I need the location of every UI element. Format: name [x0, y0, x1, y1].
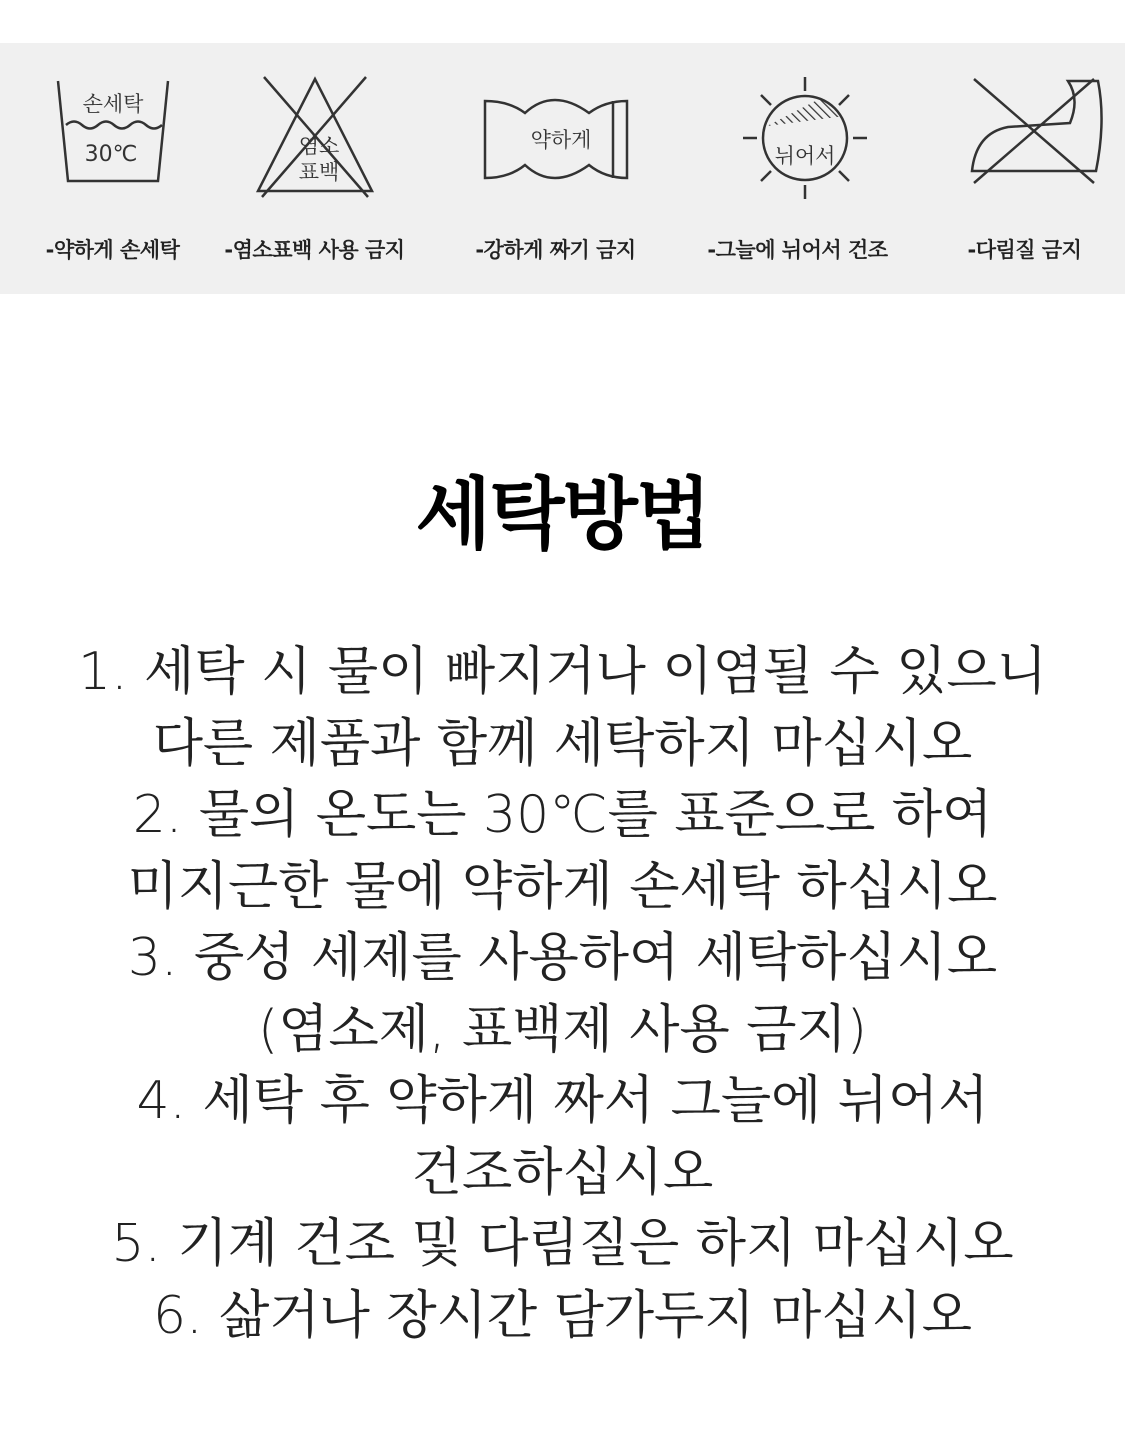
instruction-line: (염소제, 표백제 사용 금지) [257, 999, 867, 1060]
instruction-line: 5. 기계 건조 및 다림질은 하지 마십시오 [111, 1214, 1014, 1274]
care-caption: -염소표백 사용 금지 [224, 238, 405, 262]
instruction-line: 2. 물의 온도는 30℃를 표준으로 하여 [132, 785, 993, 845]
page-title: 세탁방법 [415, 470, 710, 560]
shade-dry-label: 뉘어서 [774, 144, 835, 168]
care-caption: -그늘에 뉘어서 건조 [707, 238, 888, 262]
care-item-shade-dry [685, 43, 910, 294]
instruction-line: 건조하십시오 [411, 1142, 714, 1203]
hand-wash-icon [38, 71, 188, 206]
no-bleach-icon [240, 71, 390, 206]
care-item-hand-wash [0, 43, 225, 294]
care-caption: -강하게 짜기 금지 [475, 238, 636, 262]
care-symbols-panel [0, 43, 1125, 294]
no-wring-icon [481, 71, 631, 206]
instruction-line: 3. 중성 세제를 사용하여 세탁하십시오 [127, 928, 998, 988]
washing-instructions [0, 637, 1125, 1352]
instruction-line: 다른 제품과 함께 세탁하지 마십시오 [152, 713, 973, 774]
instruction-line: 6. 삶거나 장시간 담가두지 마십시오 [153, 1285, 972, 1346]
gentle-wring-label: 약하게 [530, 128, 591, 152]
care-item-no-iron [912, 43, 1125, 294]
no-bleach-label-1: 염소 [298, 134, 339, 158]
shade-dry-flat-icon [723, 71, 873, 206]
no-bleach-label-2: 표백 [298, 160, 339, 184]
instruction-line: 1. 세탁 시 물이 빠지거나 이염될 수 있으니 [77, 642, 1048, 702]
instruction-line: 미지근한 물에 약하게 손세탁 하십시오 [127, 856, 998, 917]
care-caption: -약하게 손세탁 [45, 238, 180, 262]
care-caption: -다림질 금지 [967, 238, 1082, 262]
hand-wash-temp-label: 30℃ [84, 142, 137, 167]
instruction-line: 4. 세탁 후 약하게 짜서 그늘에 뉘어서 [136, 1071, 989, 1131]
care-item-gentle-wring [443, 43, 668, 294]
no-iron-icon [950, 71, 1100, 206]
hand-wash-label: 손세탁 [82, 92, 143, 116]
care-item-no-bleach [202, 43, 427, 294]
